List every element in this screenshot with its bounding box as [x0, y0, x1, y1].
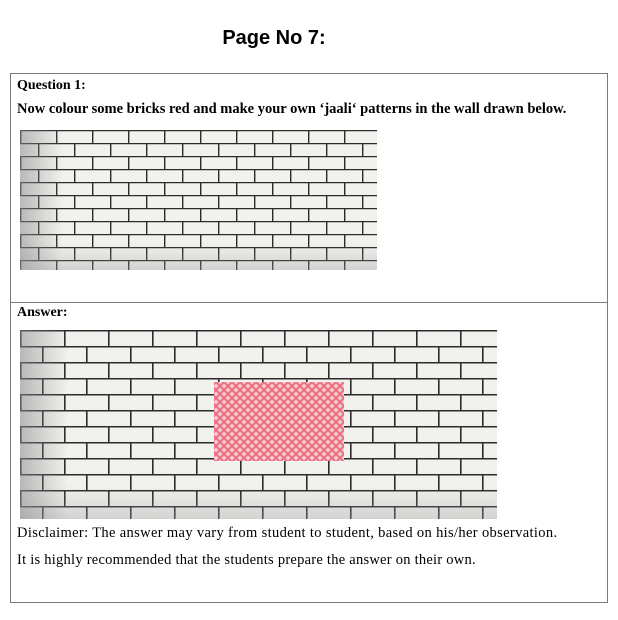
question-text: Now colour some bricks red and make your own ‘jaali‘ patterns in the wall drawn below.	[17, 101, 567, 117]
question-label: Question 1:	[17, 78, 86, 93]
brick-wall-jaali-image	[20, 330, 497, 519]
disclaimer-line-2: It is highly recommended that the students prepare the answer on their own.	[17, 552, 476, 568]
section-divider	[11, 302, 607, 303]
page-title: Page No 7:	[222, 27, 326, 49]
question-answer-box	[10, 73, 608, 603]
brick-wall-image	[20, 130, 377, 270]
answer-label: Answer:	[17, 305, 68, 320]
disclaimer-line-1: Disclaimer: The answer may vary from student to student, based on his/her observation.	[17, 525, 558, 541]
